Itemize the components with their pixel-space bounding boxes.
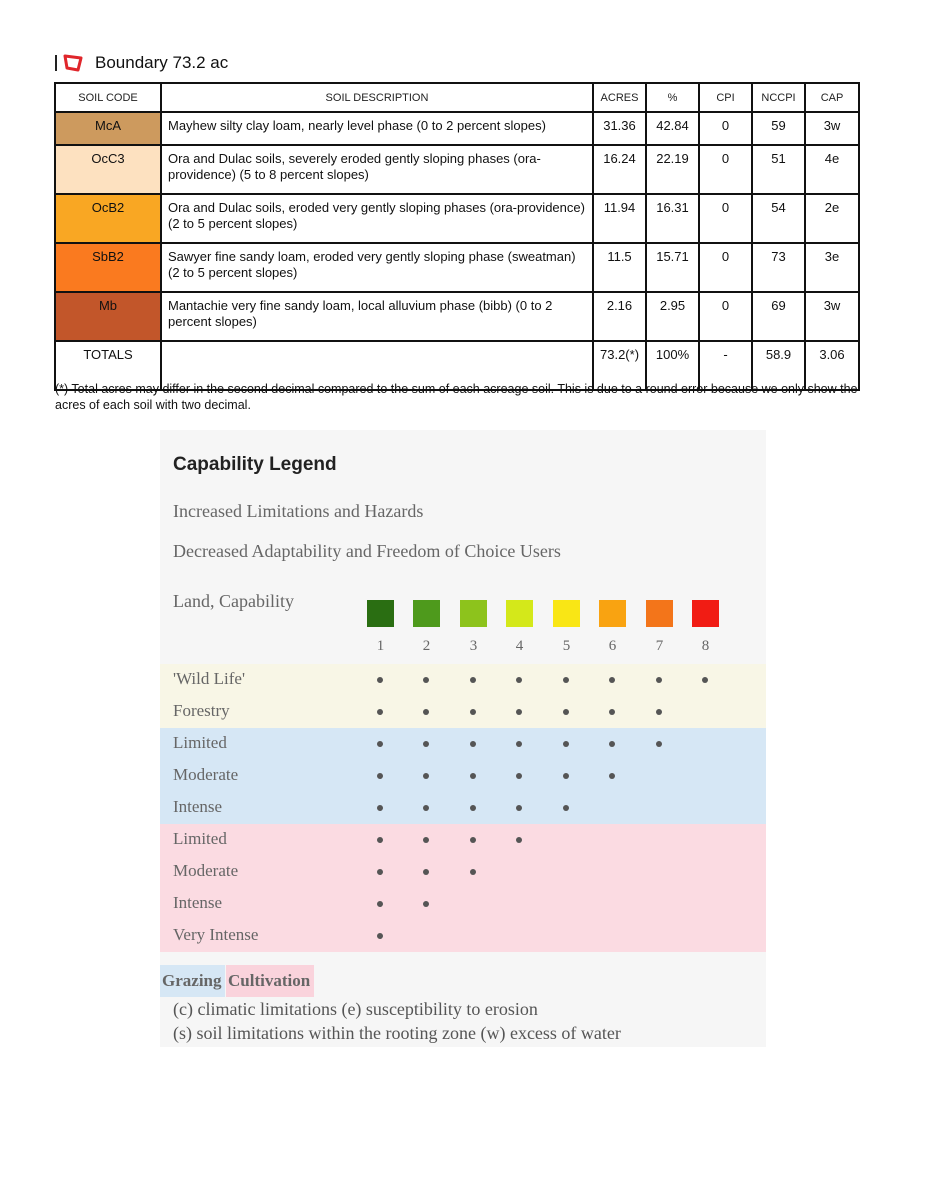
- suitability-dot: [423, 677, 429, 683]
- capability-class-number: 3: [469, 638, 478, 654]
- acres-cell: 16.24: [593, 145, 646, 194]
- suitability-dot: [609, 741, 615, 747]
- totals-cpi: -: [699, 341, 752, 390]
- acres-cell: 31.36: [593, 112, 646, 145]
- pct-cell: 42.84: [646, 112, 699, 145]
- soil-code-cell: McA: [55, 112, 161, 145]
- suitability-dot: [470, 741, 476, 747]
- capability-class-number: 4: [515, 638, 524, 654]
- suitability-dot: [377, 805, 383, 811]
- suitability-dot: [516, 677, 522, 683]
- col-header: ACRES: [593, 83, 646, 112]
- cap-cell: 3w: [805, 112, 859, 145]
- pct-cell: 22.19: [646, 145, 699, 194]
- totals-label: TOTALS: [55, 341, 161, 390]
- suitability-dot: [377, 773, 383, 779]
- col-header: SOIL CODE: [55, 83, 161, 112]
- soil-description-cell: Mantachie very fine sandy loam, local alluvium phase (bibb) (0 to 2 percent slopes): [161, 292, 593, 341]
- totals-nccpi: 58.9: [752, 341, 805, 390]
- capability-class-number: 2: [422, 638, 431, 654]
- header-divider: [55, 55, 57, 71]
- legend-row-label: Intense: [173, 893, 223, 912]
- capability-class-4-swatch: [506, 600, 533, 627]
- suitability-dot: [516, 741, 522, 747]
- cpi-cell: 0: [699, 145, 752, 194]
- nccpi-cell: 73: [752, 243, 805, 292]
- capability-class-2-swatch: [413, 600, 440, 627]
- suitability-dot: [470, 773, 476, 779]
- capability-class-number: 5: [562, 638, 571, 654]
- cap-cell: 2e: [805, 194, 859, 243]
- col-header: SOIL DESCRIPTION: [161, 83, 593, 112]
- cpi-cell: 0: [699, 112, 752, 145]
- pct-cell: 15.71: [646, 243, 699, 292]
- suitability-dot: [656, 741, 662, 747]
- suitability-dot: [656, 709, 662, 715]
- legend-note-c-e: (c) climatic limitations (e) susceptibility to erosion: [173, 999, 538, 1019]
- cap-cell: 3e: [805, 243, 859, 292]
- suitability-dot: [702, 677, 708, 683]
- legend-row-label: 'Wild Life': [173, 669, 246, 688]
- suitability-dot: [609, 773, 615, 779]
- cultivation-label: Cultivation: [226, 965, 314, 997]
- suitability-dot: [377, 869, 383, 875]
- suitability-dot: [377, 901, 383, 907]
- col-header: NCCPI: [752, 83, 805, 112]
- table-row: [55, 112, 859, 145]
- legend-row-label: Moderate: [173, 765, 239, 784]
- legend-title: Capability Legend: [173, 454, 337, 475]
- legend-line-adaptability: Decreased Adaptability and Freedom of Choice Users: [173, 541, 561, 561]
- table-row: [55, 194, 859, 243]
- totals-acres: 73.2(*): [593, 341, 646, 390]
- col-header: CPI: [699, 83, 752, 112]
- grazing-band: [160, 728, 766, 824]
- suitability-dot: [470, 677, 476, 683]
- capability-class-6-swatch: [599, 600, 626, 627]
- suitability-dot: [563, 805, 569, 811]
- soil-description-cell: Ora and Dulac soils, severely eroded gently sloping phases (ora-providence) (5 to 8 percent slopes): [161, 145, 593, 194]
- totals-cap: 3.06: [805, 341, 859, 390]
- suitability-dot: [470, 837, 476, 843]
- table-header-row: [55, 83, 859, 112]
- suitability-dot: [516, 805, 522, 811]
- capability-class-number: 8: [701, 638, 710, 654]
- cap-cell: 3w: [805, 292, 859, 341]
- table-row: [55, 145, 859, 194]
- capability-class-number: 1: [376, 638, 385, 654]
- legend-row-label: Limited: [173, 829, 227, 848]
- suitability-dot: [377, 677, 383, 683]
- cap-cell: 4e: [805, 145, 859, 194]
- table-row: [55, 243, 859, 292]
- soil-code-cell: Mb: [55, 292, 161, 341]
- soil-description-cell: Ora and Dulac soils, eroded very gently sloping phases (ora-providence) (2 to 5 percent slopes): [161, 194, 593, 243]
- suitability-dot: [516, 709, 522, 715]
- suitability-dot: [423, 901, 429, 907]
- suitability-dot: [563, 773, 569, 779]
- soil-code-cell: SbB2: [55, 243, 161, 292]
- pct-cell: 16.31: [646, 194, 699, 243]
- boundary-title: Boundary 73.2 ac: [95, 53, 229, 72]
- suitability-dot: [423, 773, 429, 779]
- suitability-dot: [423, 869, 429, 875]
- cpi-cell: 0: [699, 194, 752, 243]
- suitability-dot: [563, 709, 569, 715]
- suitability-dot: [470, 869, 476, 875]
- capability-class-8-swatch: [692, 600, 719, 627]
- suitability-dot: [563, 677, 569, 683]
- capability-legend: [160, 430, 766, 1047]
- nccpi-cell: 59: [752, 112, 805, 145]
- soil-code-cell: OcC3: [55, 145, 161, 194]
- acres-cell: 11.94: [593, 194, 646, 243]
- acres-cell: 2.16: [593, 292, 646, 341]
- boundary-icon: [63, 54, 83, 72]
- suitability-dot: [423, 741, 429, 747]
- nccpi-cell: 69: [752, 292, 805, 341]
- acres-cell: 11.5: [593, 243, 646, 292]
- soil-description-cell: Sawyer fine sandy loam, eroded very gently sloping phase (sweatman) (2 to 5 percent slopes): [161, 243, 593, 292]
- report-header: [55, 52, 228, 74]
- nccpi-cell: 54: [752, 194, 805, 243]
- suitability-dot: [516, 773, 522, 779]
- suitability-dot: [423, 805, 429, 811]
- suitability-dot: [423, 709, 429, 715]
- suitability-dot: [377, 741, 383, 747]
- legend-note-s-w: (s) soil limitations within the rooting zone (w) excess of water: [173, 1023, 621, 1043]
- cpi-cell: 0: [699, 243, 752, 292]
- legend-line-limitations: Increased Limitations and Hazards: [173, 501, 424, 521]
- col-header: CAP: [805, 83, 859, 112]
- capability-class-3-swatch: [460, 600, 487, 627]
- footnote: (*) Total acres may differ in the second decimal compared to the sum of each acreage soil. This is due to a round error because we only show the acres of each soil with two decimal.: [55, 382, 858, 412]
- legend-row-label: Intense: [173, 797, 223, 816]
- suitability-dot: [423, 837, 429, 843]
- suitability-dot: [377, 933, 383, 939]
- suitability-dot: [377, 709, 383, 715]
- capability-class-7-swatch: [646, 600, 673, 627]
- capability-class-5-swatch: [553, 600, 580, 627]
- pct-cell: 2.95: [646, 292, 699, 341]
- col-header: %: [646, 83, 699, 112]
- suitability-dot: [609, 709, 615, 715]
- capability-class-number: 7: [655, 638, 664, 654]
- suitability-dot: [656, 677, 662, 683]
- soil-code-cell: OcB2: [55, 194, 161, 243]
- legend-row-label: Forestry: [173, 701, 230, 720]
- legend-land-capability: Land, Capability: [173, 591, 294, 611]
- suitability-dot: [470, 805, 476, 811]
- nccpi-cell: 51: [752, 145, 805, 194]
- table-row: [55, 292, 859, 341]
- soil-description-cell: Mayhew silty clay loam, nearly level phase (0 to 2 percent slopes): [161, 112, 593, 145]
- suitability-dot: [516, 837, 522, 843]
- legend-row-label: Limited: [173, 733, 227, 752]
- totals-pct: 100%: [646, 341, 699, 390]
- cpi-cell: 0: [699, 292, 752, 341]
- suitability-dot: [470, 709, 476, 715]
- suitability-dot: [563, 741, 569, 747]
- suitability-dot: [377, 837, 383, 843]
- soil-table: [54, 82, 860, 391]
- legend-row-label: Very Intense: [173, 925, 259, 944]
- grazing-label: Grazing: [160, 965, 225, 997]
- legend-row-label: Moderate: [173, 861, 239, 880]
- suitability-dot: [609, 677, 615, 683]
- capability-class-1-swatch: [367, 600, 394, 627]
- capability-class-number: 6: [608, 638, 617, 654]
- wild-band: [160, 664, 766, 728]
